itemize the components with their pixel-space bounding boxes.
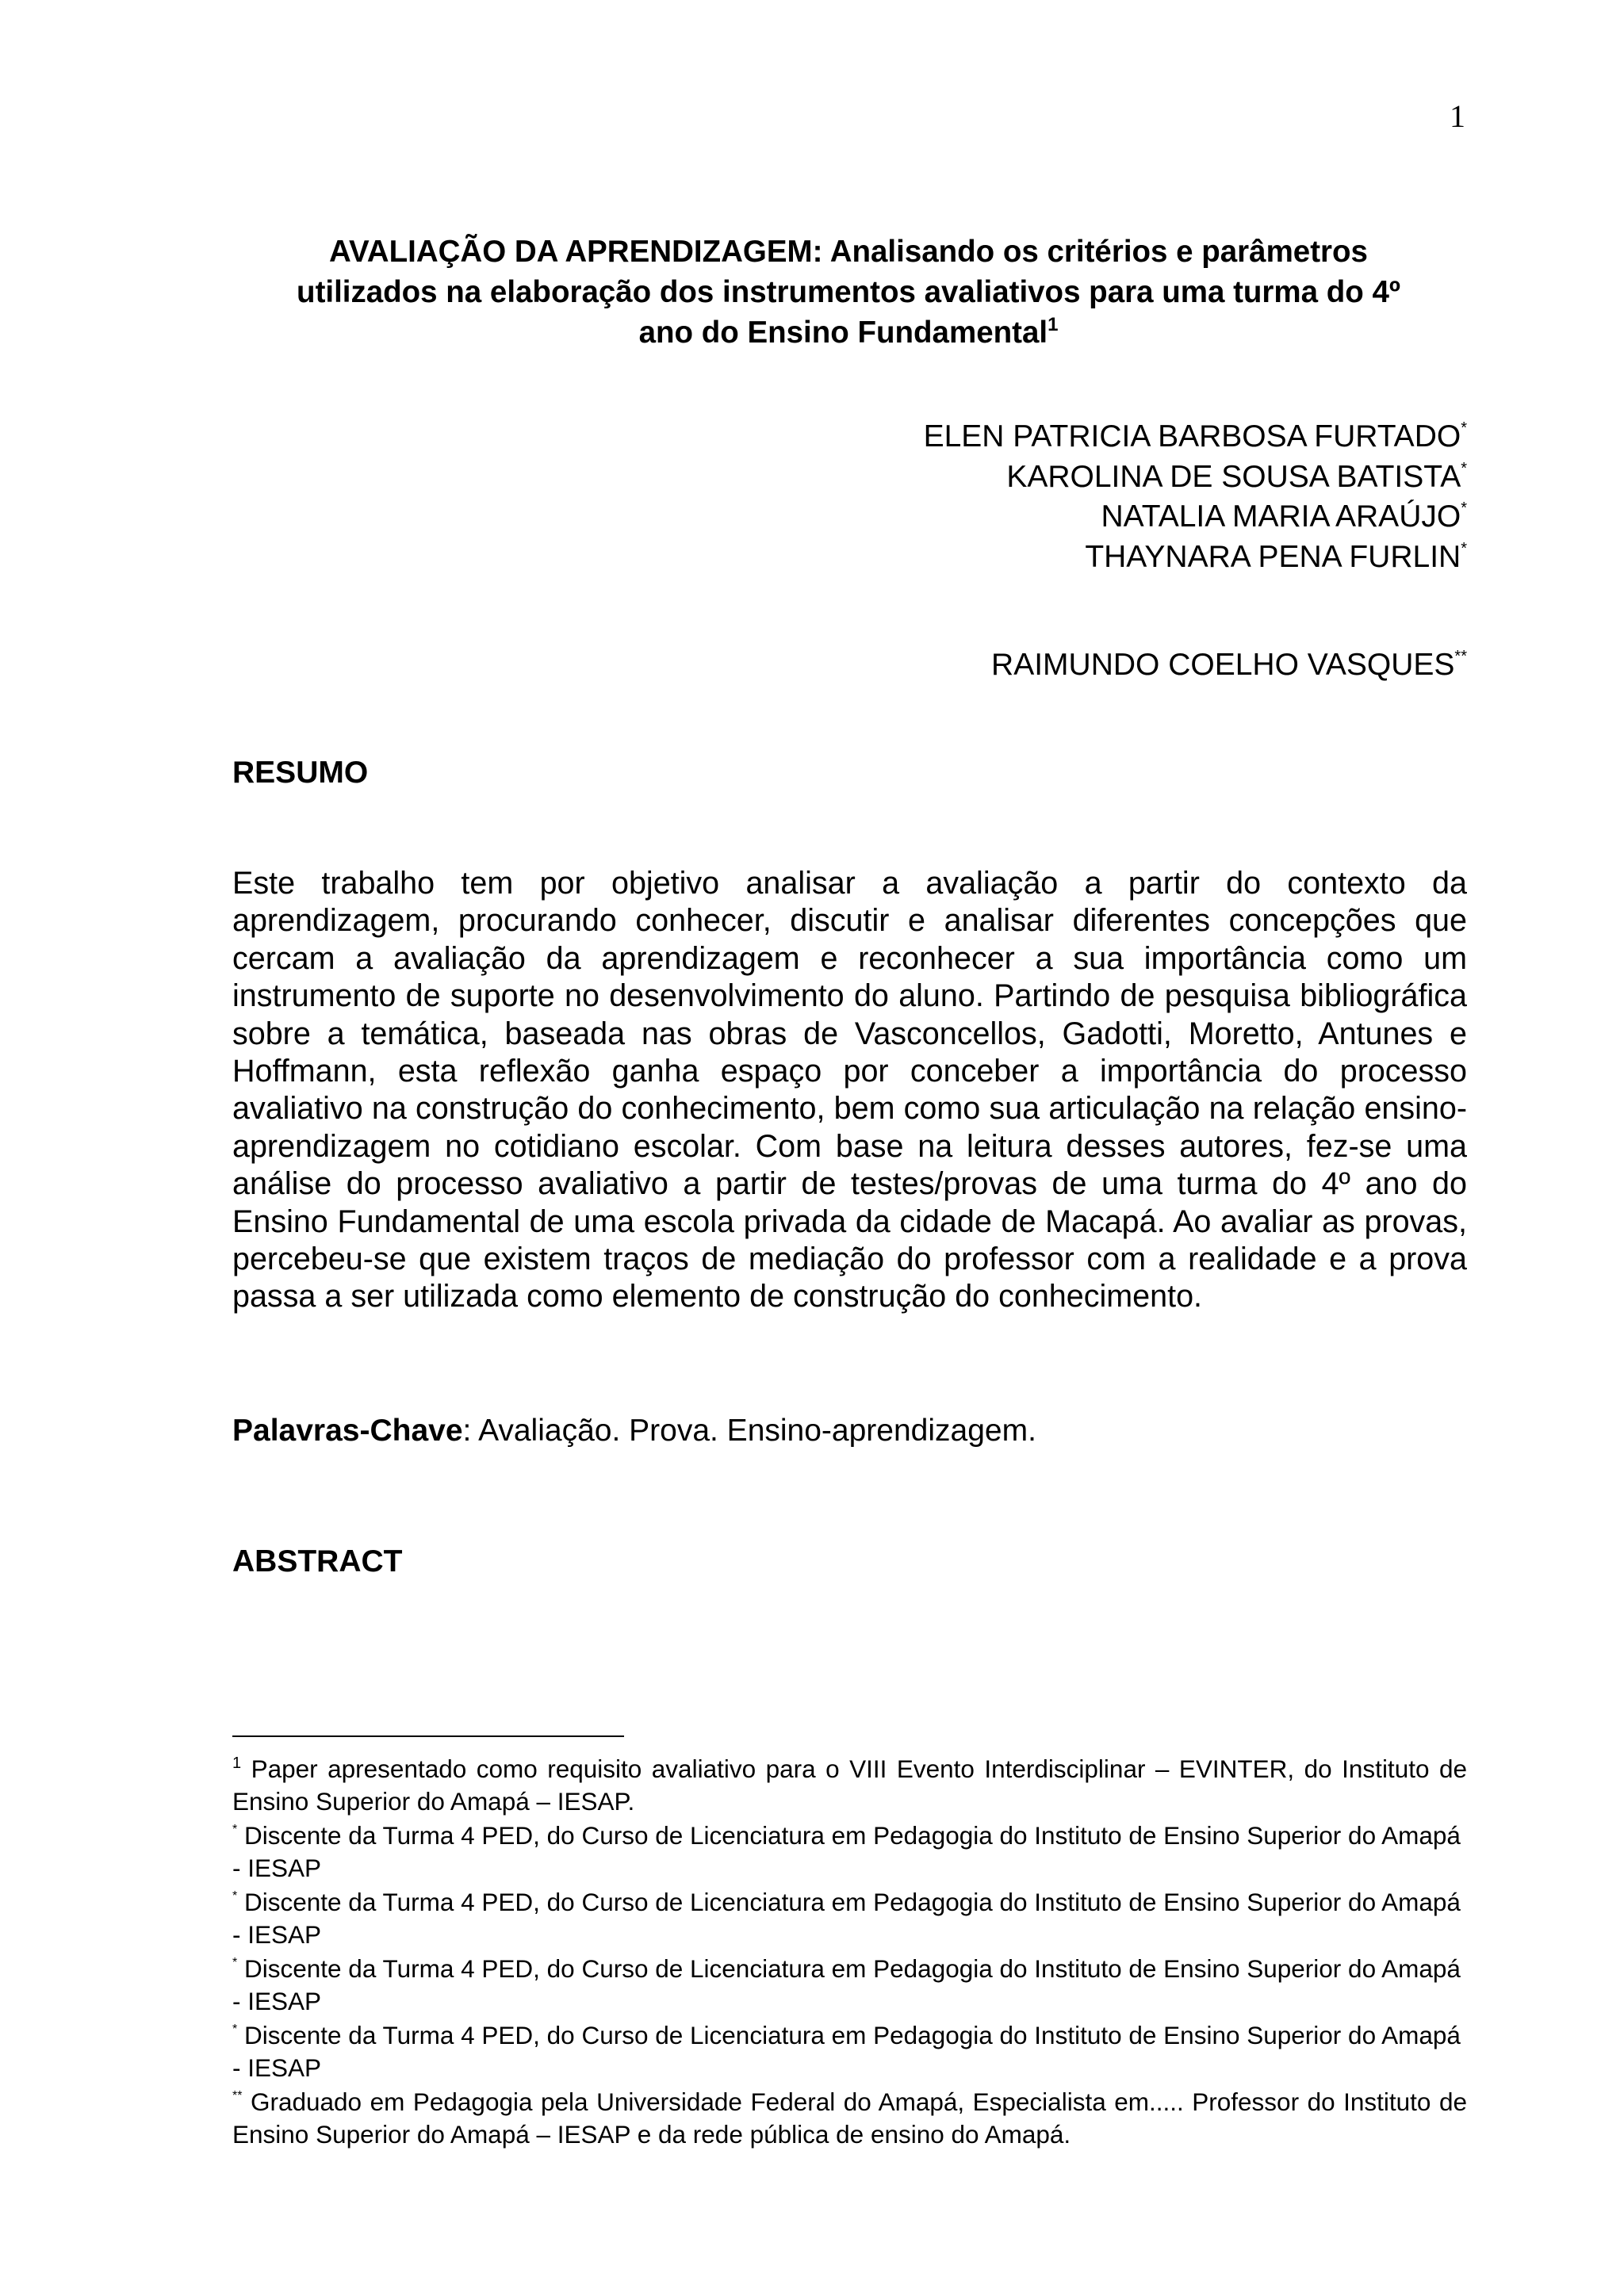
author-mark: * [1461,539,1467,557]
footnote-divider [232,1735,624,1737]
footnote: * Discente da Turma 4 PED, do Curso de Licenciatura em Pedagogia do Instituto de Ensino Superior do Amapá - IESAP [232,1954,1461,2015]
footnote: $^1$ Paper apresentado como requisito avaliativo para o VIII Evento Interdisciplinar – EVINTER, do Instituto de Ensino Superior do Amapá – IESAP. [232,1755,1467,1816]
footnote: * Discente da Turma 4 PED, do Curso de Licenciatura em Pedagogia do Instituto de Ensino Superior do Amapá - IESAP [232,1821,1461,1882]
keywords [232,1411,1467,1451]
footnote-mark: ** [232,2089,243,2103]
footnote-mark: * [232,1956,238,1969]
footnote-mark: * [232,1823,238,1836]
title-line: AVALIAÇÃO DA APRENDIZAGEM: Analisando os critérios e parâmetros [329,235,1368,269]
resumo-text: Este trabalho tem por objetivo analisar a avaliação a partir do contexto da aprendizagem, procurando conhecer, discutir e analisar diferentes concepções que cercam a avaliação da aprendizagem e reconhecer a sua importância como um instrumento de suporte no desenvolvimento do aluno. Partindo de pesquisa bibliográfica sobre a temática, baseada nas obras de Vasconcellos, Gadotti, Moretto, Antunes e Hoffmann, esta reflexão ganha espaço por conceber a importância do processo avaliativo na construção do conhecimento, bem como sua articulação na relação ensino-aprendizagem no cotidiano escolar. Com base na leitura desses autores, fez-se uma análise do processo avaliativo a partir de testes/provas de uma turma do 4º ano do Ensino Fundamental de uma escola privada da cidade de Macapá. Ao avaliar as provas, percebeu-se que existem traços de mediação do professor com a realidade e a prova passa a ser utilizada como elemento de construção do conhecimento. [232,866,1467,1314]
author-name: NATALIA MARIA ARAÚJO* [1101,499,1467,534]
resumo-heading: RESUMO [232,756,369,790]
abstract-heading: ABSTRACT [232,1544,403,1578]
author-mark: * [1461,419,1467,437]
footnote-mark: 1 [232,1755,242,1772]
footnote-mark: * [232,1889,238,1903]
keywords-label: Palavras-Chave [232,1414,463,1448]
author-name: THAYNARA PENA FURLIN* [1085,539,1467,574]
footnote-mark: * [232,2022,238,2036]
author-mark: * [1461,499,1467,517]
title-line-text: ano do Ensino Fundamental [638,316,1048,350]
footnotes [232,1753,1467,2152]
advisor-name: RAIMUNDO COELHO VASQUES** [991,648,1467,682]
author-name: ELEN PATRICIA BARBOSA FURTADO* [923,419,1467,453]
advisor-mark: ** [1454,648,1467,665]
keywords-separator: : [462,1414,472,1448]
paper-title [230,232,1467,353]
footnote: * Discente da Turma 4 PED, do Curso de Licenciatura em Pedagogia do Instituto de Ensino Superior do Amapá - IESAP [232,2021,1461,2082]
footnote: * Discente da Turma 4 PED, do Curso de Licenciatura em Pedagogia do Instituto de Ensino Superior do Amapá - IESAP [232,1888,1461,1949]
title-line [230,312,1467,353]
title-footnote-ref: 1 [1048,314,1059,335]
page-number: 1 [1450,98,1465,134]
author-mark: * [1461,459,1467,477]
author-list [682,417,1467,577]
title-line: utilizados na elaboração dos instrumentos avaliativos para uma turma do 4º [297,275,1400,309]
author-name: KAROLINA DE SOUSA BATISTA* [1006,459,1467,494]
keywords-value: Avaliação. Prova. Ensino-aprendizagem. [478,1414,1036,1448]
footnote: ** Graduado em Pedagogia pela Universidade Federal do Amapá, Especialista em..... Professor do Instituto de Ensino Superior do Amapá – IESAP e da rede pública de ensino do Amapá. [232,2087,1467,2149]
